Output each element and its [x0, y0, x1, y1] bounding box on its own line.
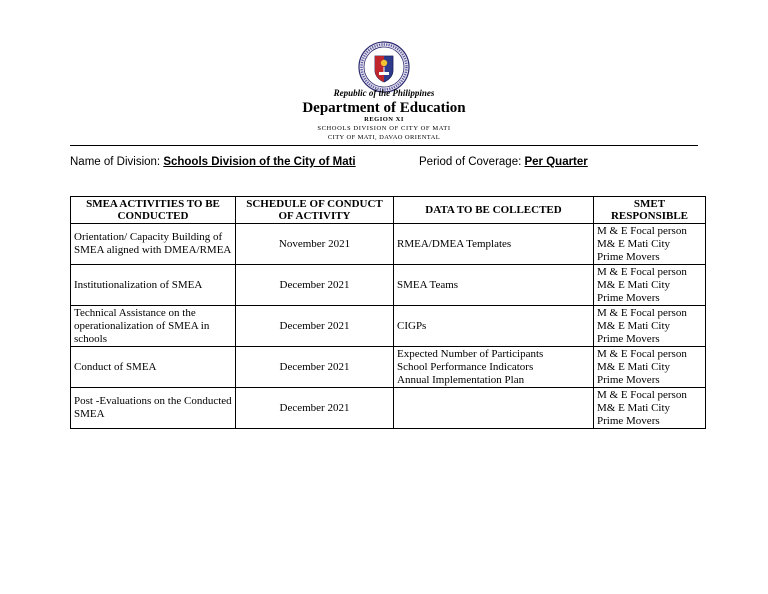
schedule-cell: November 2021: [236, 224, 394, 265]
activity-cell: Conduct of SMEA: [71, 347, 236, 388]
activity-cell: Post -Evaluations on the Conducted SMEA: [71, 388, 236, 429]
table-row: [71, 224, 706, 265]
responsible-cell: [594, 388, 706, 429]
responsible-item: M & E Focal person: [597, 388, 687, 401]
schedule-cell: December 2021: [236, 347, 394, 388]
header-divider: [70, 145, 698, 146]
responsible-item: M & E Focal person: [597, 347, 687, 360]
responsible-cell: [594, 265, 706, 306]
table-row: [71, 306, 706, 347]
data-item: RMEA/DMEA Templates: [397, 237, 512, 250]
table-row: [71, 388, 706, 429]
responsible-item: Prime Movers: [597, 414, 660, 427]
period-value: Per Quarter: [524, 156, 588, 168]
division-label: Name of Division:: [70, 156, 164, 168]
responsible-item: M & E Focal person: [597, 265, 687, 278]
division-header: SCHOOLS DIVISION OF CITY OF MATI: [317, 125, 451, 132]
activity-cell: Orientation/ Capacity Building of SMEA aligned with DMEA/RMEA: [71, 224, 236, 265]
data-cell: [394, 265, 594, 306]
republic-label: Republic of the Philippines: [333, 88, 435, 98]
responsible-item: Prime Movers: [597, 332, 660, 345]
city-header: CITY OF MATI, DAVAO ORIENTAL: [327, 134, 441, 141]
data-item: CIGPs: [397, 319, 427, 332]
data-cell: [394, 347, 594, 388]
schedule-cell: December 2021: [236, 388, 394, 429]
period-label: Period of Coverage:: [419, 156, 525, 168]
period-field: [419, 156, 588, 168]
division-field: [70, 156, 356, 168]
data-item: Annual Implementation Plan: [397, 373, 525, 386]
deped-seal-icon: [358, 41, 410, 93]
responsible-item: M& E Mati City: [597, 360, 671, 373]
responsible-cell: [594, 224, 706, 265]
data-cell: [394, 306, 594, 347]
table-header-row: [71, 197, 706, 224]
responsible-item: M& E Mati City: [597, 237, 671, 250]
responsible-item: M& E Mati City: [597, 278, 671, 291]
responsible-item: Prime Movers: [597, 291, 660, 304]
responsible-item: M & E Focal person: [597, 306, 687, 319]
data-item: SMEA Teams: [397, 278, 459, 291]
region-label: REGION XI: [364, 116, 404, 123]
header-schedule: SCHEDULE OF CONDUCT OF ACTIVITY: [236, 197, 394, 224]
data-cell: [394, 388, 594, 429]
header-responsible: SMET RESPONSIBLE: [594, 197, 706, 224]
department-title: Department of Education: [302, 100, 466, 116]
schedule-cell: December 2021: [236, 306, 394, 347]
responsible-item: M & E Focal person: [597, 224, 687, 237]
responsible-item: Prime Movers: [597, 373, 660, 386]
responsible-item: M& E Mati City: [597, 319, 671, 332]
responsible-cell: [594, 347, 706, 388]
division-value: Schools Division of the City of Mati: [163, 156, 356, 168]
data-item: School Performance Indicators: [397, 360, 534, 373]
schedule-cell: December 2021: [236, 265, 394, 306]
header-activities: SMEA ACTIVITIES TO BE CONDUCTED: [71, 197, 236, 224]
data-cell: [394, 224, 594, 265]
table-row: [71, 347, 706, 388]
data-item: Expected Number of Participants: [397, 347, 544, 360]
smea-schedule-table: [70, 196, 706, 429]
activity-cell: Institutionalization of SMEA: [71, 265, 236, 306]
responsible-item: M& E Mati City: [597, 401, 671, 414]
table-row: [71, 265, 706, 306]
responsible-cell: [594, 306, 706, 347]
header-data: DATA TO BE COLLECTED: [394, 197, 594, 224]
activity-cell: Technical Assistance on the operationalization of SMEA in schools: [71, 306, 236, 347]
responsible-item: Prime Movers: [597, 250, 660, 263]
